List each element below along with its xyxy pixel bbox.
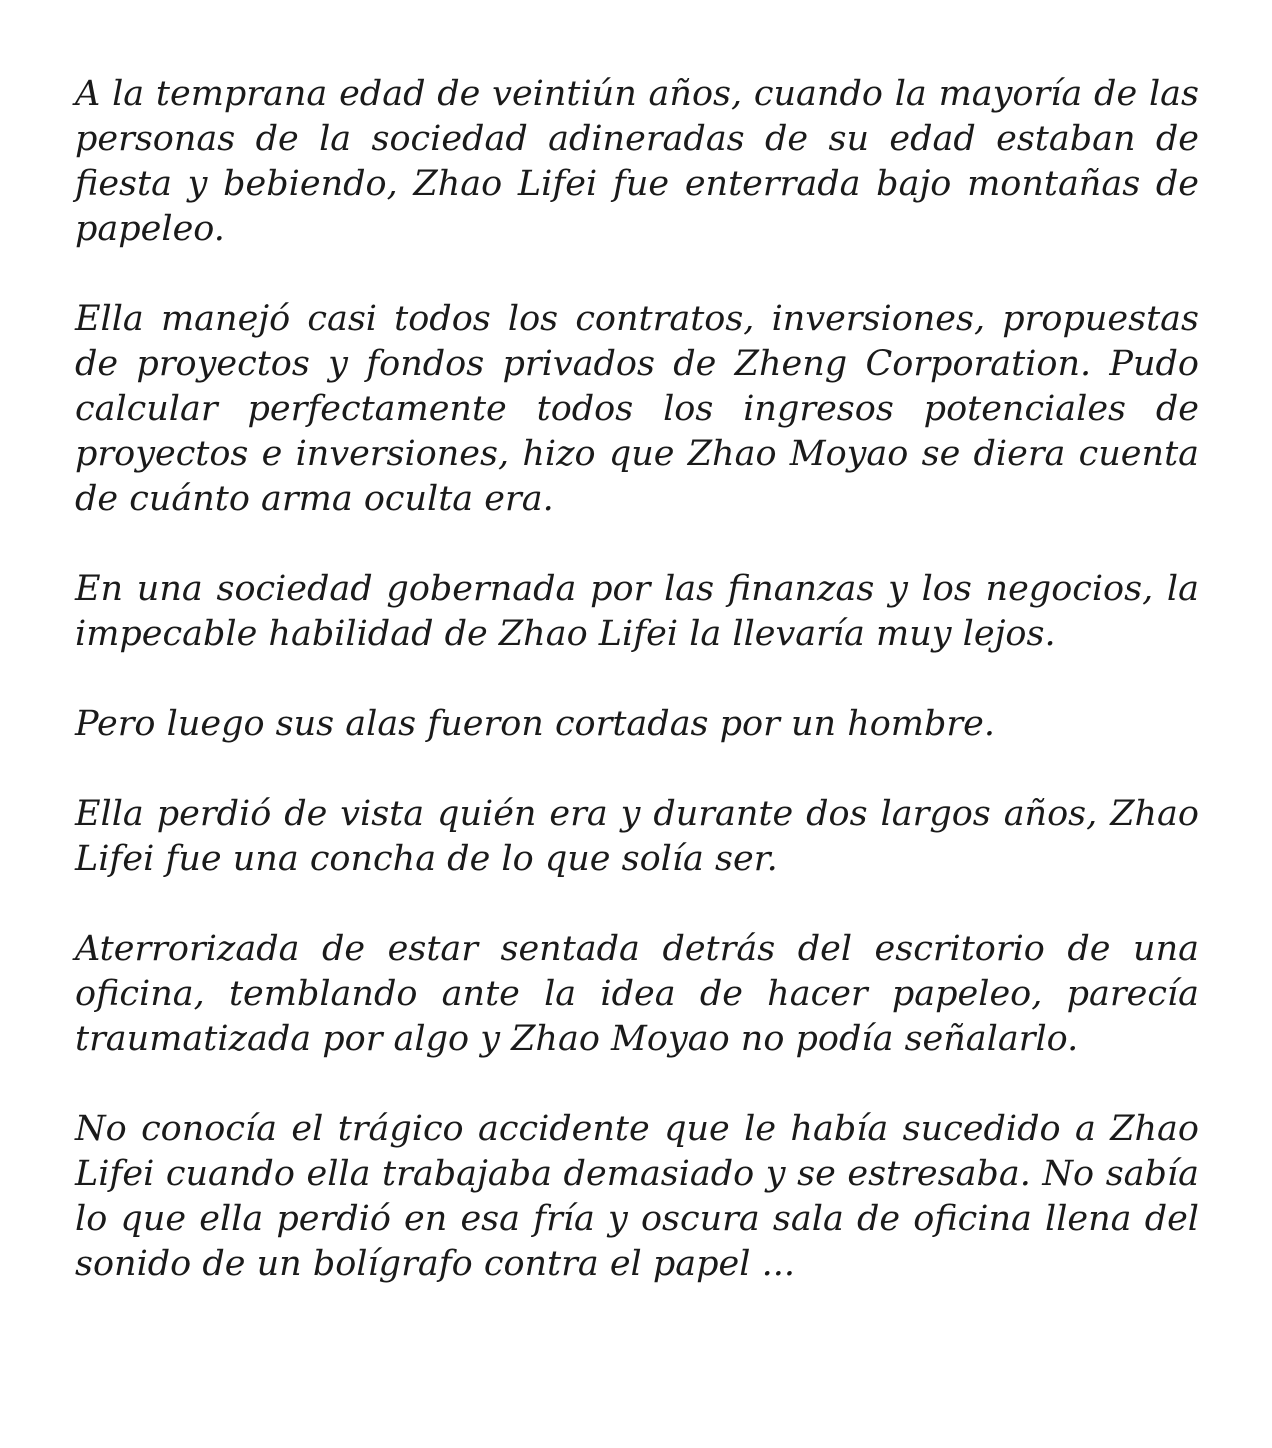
paragraph-6: Aterrorizada de estar sentada detrás del escritorio de una oficina, temblando ante la idea de hacer papeleo, parecía traumatizada por algo y Zhao Moyao no podía señalarlo. [75, 929, 1199, 1059]
paragraph-3: En una sociedad gobernada por las finanzas y los negocios, la impecable habilidad de Zhao Lifei la llevaría muy lejos. [75, 569, 1199, 654]
paragraph-7: No conocía el trágico accidente que le había sucedido a Zhao Lifei cuando ella trabajaba demasiado y se estresaba. No sabía lo que ella perdió en esa fría y oscura sala de oficina llena del sonido de un bolígrafo contra el papel ... [75, 1109, 1199, 1284]
paragraph-2: Ella manejó casi todos los contratos, inversiones, propuestas de proyectos y fondos privados de Zheng Corporation. Pudo calcular perfectamente todos los ingresos potenciales de proyectos e inversiones, hizo que Zhao Moyao se diera cuenta de cuánto arma oculta era. [75, 299, 1199, 519]
paragraph-1: A la temprana edad de veintiún años, cuando la mayoría de las personas de la sociedad adineradas de su edad estaban de fiesta y bebiendo, Zhao Lifei fue enterrada bajo montañas de papeleo. [75, 74, 1199, 249]
paragraph-4: Pero luego sus alas fueron cortadas por un hombre. [75, 704, 995, 744]
paragraph-5: Ella perdió de vista quién era y durante dos largos años, Zhao Lifei fue una concha de lo que solía ser. [75, 794, 1199, 879]
document-body [75, 72, 1199, 1287]
